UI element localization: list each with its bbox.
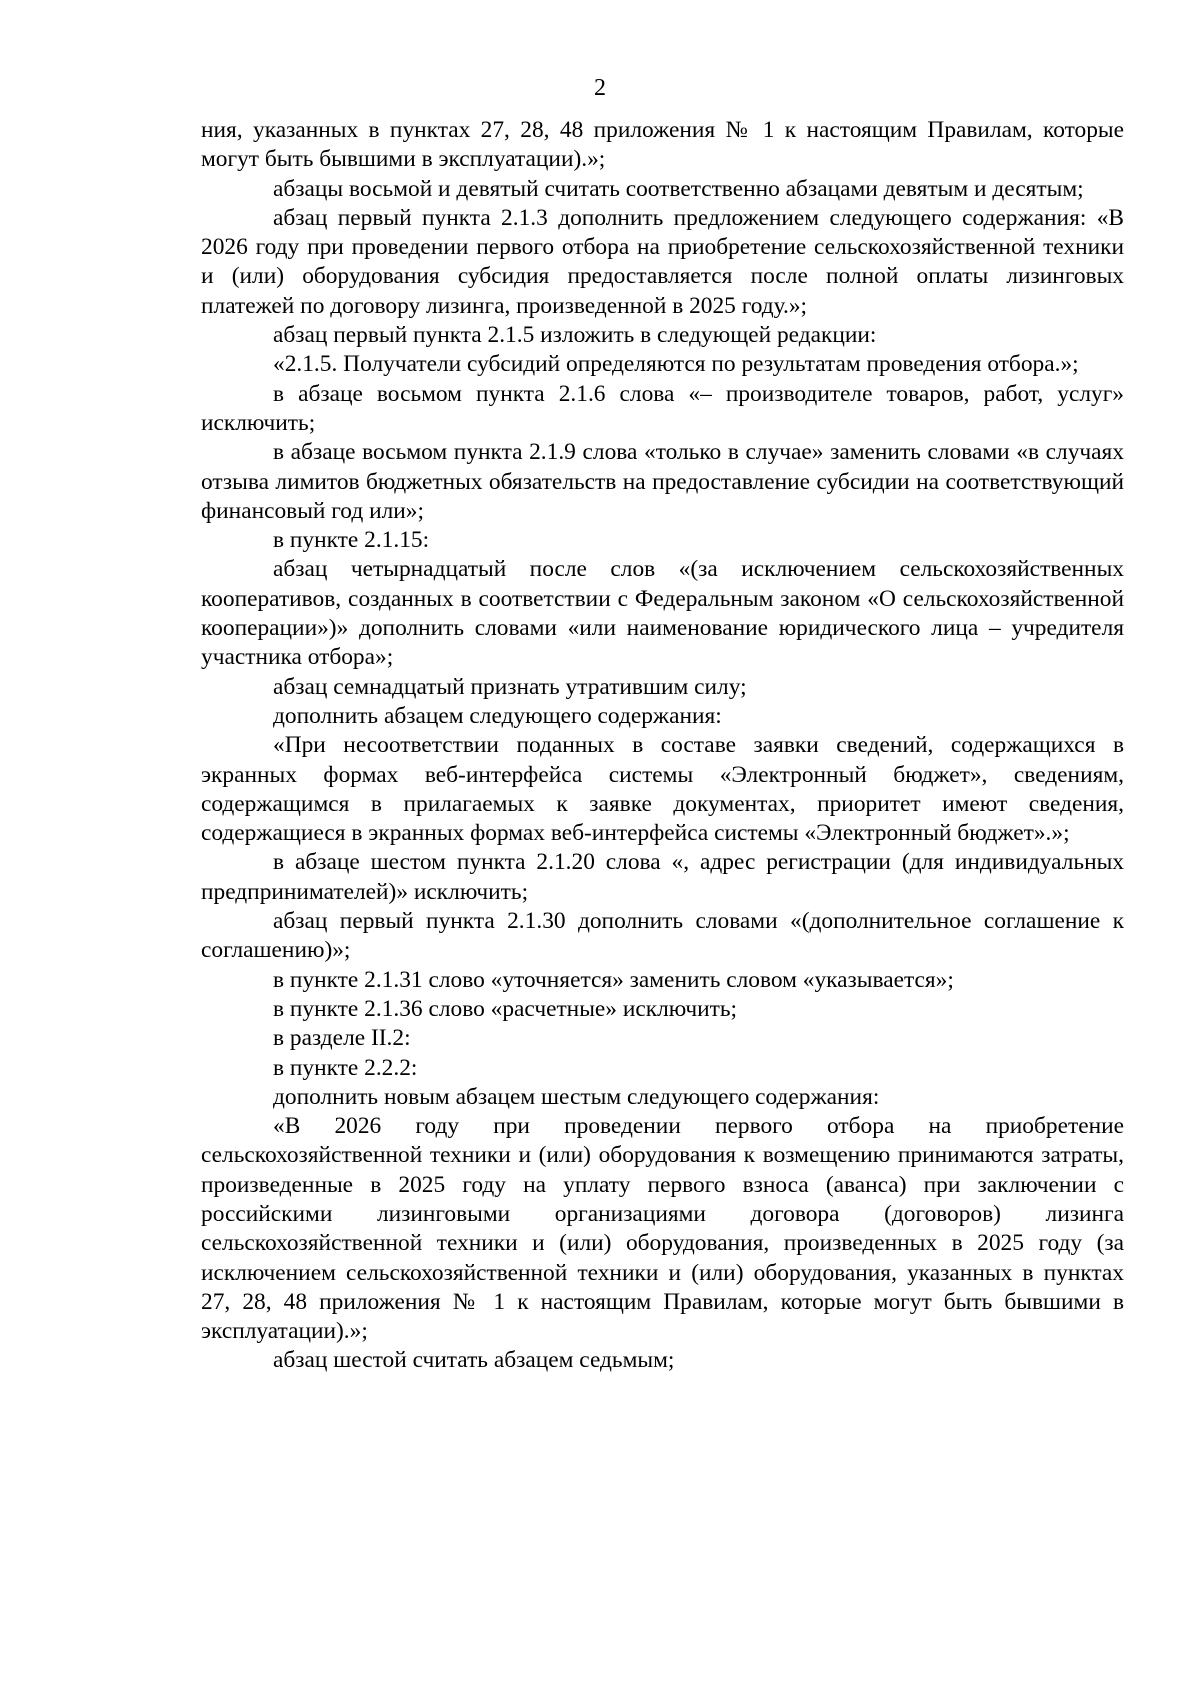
document-body	[201, 116, 1124, 1376]
paragraph: дополнить новым абзацем шестым следующего содержания:	[273, 1083, 880, 1110]
paragraph: в пункте 2.1.36 слово «расчетные» исключить;	[273, 995, 738, 1022]
paragraph: в абзаце шестом пункта 2.1.20 слова «, адрес регистрации (для индивидуальных предпринимателей)» исключить;	[201, 849, 1124, 905]
paragraph: в пункте 2.1.15:	[273, 527, 430, 554]
paragraph: «При несоответствии поданных в составе заявки сведений, содержащихся в экранных формах веб-интерфейса системы «Электронный бюджет», сведениям, содержащимся в прилагаемых к заявке документах, приоритет имеют сведения, содержащиеся в экранных формах веб-интерфейса системы «Электронный бюджет».»;	[201, 732, 1124, 847]
paragraph: абзац шестой считать абзацем седьмым;	[273, 1347, 675, 1374]
paragraph: абзац первый пункта 2.1.30 дополнить словами «(дополнительное соглашение к соглашению)»;	[201, 908, 1124, 964]
paragraph: абзац первый пункта 2.1.5 изложить в следующей редакции:	[273, 322, 877, 349]
paragraph-continuation: ния, указанных в пунктах 27, 28, 48 приложения № 1 к настоящим Правилам, которые могут быть бывшими в эксплуатации).»;	[201, 117, 1124, 173]
paragraph: «В 2026 году при проведении первого отбора на приобретение сельскохозяйственной техники и (или) оборудования к возмещению принимаются затраты, произведенные в 2025 году на уплату первого взноса (аванса) при заключении с российскими лизинговыми организациями договора (договоров) лизинга сельскохозяйственной техники и (или) оборудования, произведенных в 2025 году (за исключением сельскохозяйственной техники и (или) оборудования, указанных в пунктах 27, 28, 48 приложения № 1 к настоящим Правилам, которые могут быть бывшими в эксплуатации).»;	[201, 1113, 1124, 1345]
paragraph: абзац четырнадцатый после слов «(за исключением сельскохозяйственных кооперативов, созданных в соответствии с Федеральным законом «О сельскохозяйственной кооперации»)» дополнить словами «или наименование юридического лица – учредителя участника отбора»;	[201, 556, 1124, 671]
paragraph: абзац семнадцатый признать утратившим силу;	[273, 673, 747, 700]
paragraph: «2.1.5. Получатели субсидий определяются по результатам проведения отбора.»;	[273, 351, 1079, 378]
page-number: 2	[594, 75, 606, 101]
paragraph: абзацы восьмой и девятый считать соответственно абзацами девятым и десятым;	[273, 175, 1084, 202]
paragraph: в разделе II.2:	[273, 1025, 411, 1052]
paragraph: абзац первый пункта 2.1.3 дополнить предложением следующего содержания: «В 2026 году при проведении первого отбора на приобретение сельскохозяйственной техники и (или) оборудования субсидия предоставляется после полной оплаты лизинговых платежей по договору лизинга, произведенной в 2025 году.»;	[201, 204, 1124, 319]
paragraph: дополнить абзацем следующего содержания:	[273, 702, 722, 729]
paragraph: в абзаце восьмом пункта 2.1.9 слова «только в случае» заменить словами «в случаях отзыва лимитов бюджетных обязательств на предоставление субсидии на соответствующий финансовый год или»;	[201, 439, 1124, 524]
paragraph: в пункте 2.2.2:	[273, 1054, 418, 1081]
paragraph: в пункте 2.1.31 слово «уточняется» заменить словом «указывается»;	[273, 966, 954, 993]
paragraph: в абзаце восьмом пункта 2.1.6 слова «– производителе товаров, работ, услуг» исключить;	[201, 380, 1124, 436]
